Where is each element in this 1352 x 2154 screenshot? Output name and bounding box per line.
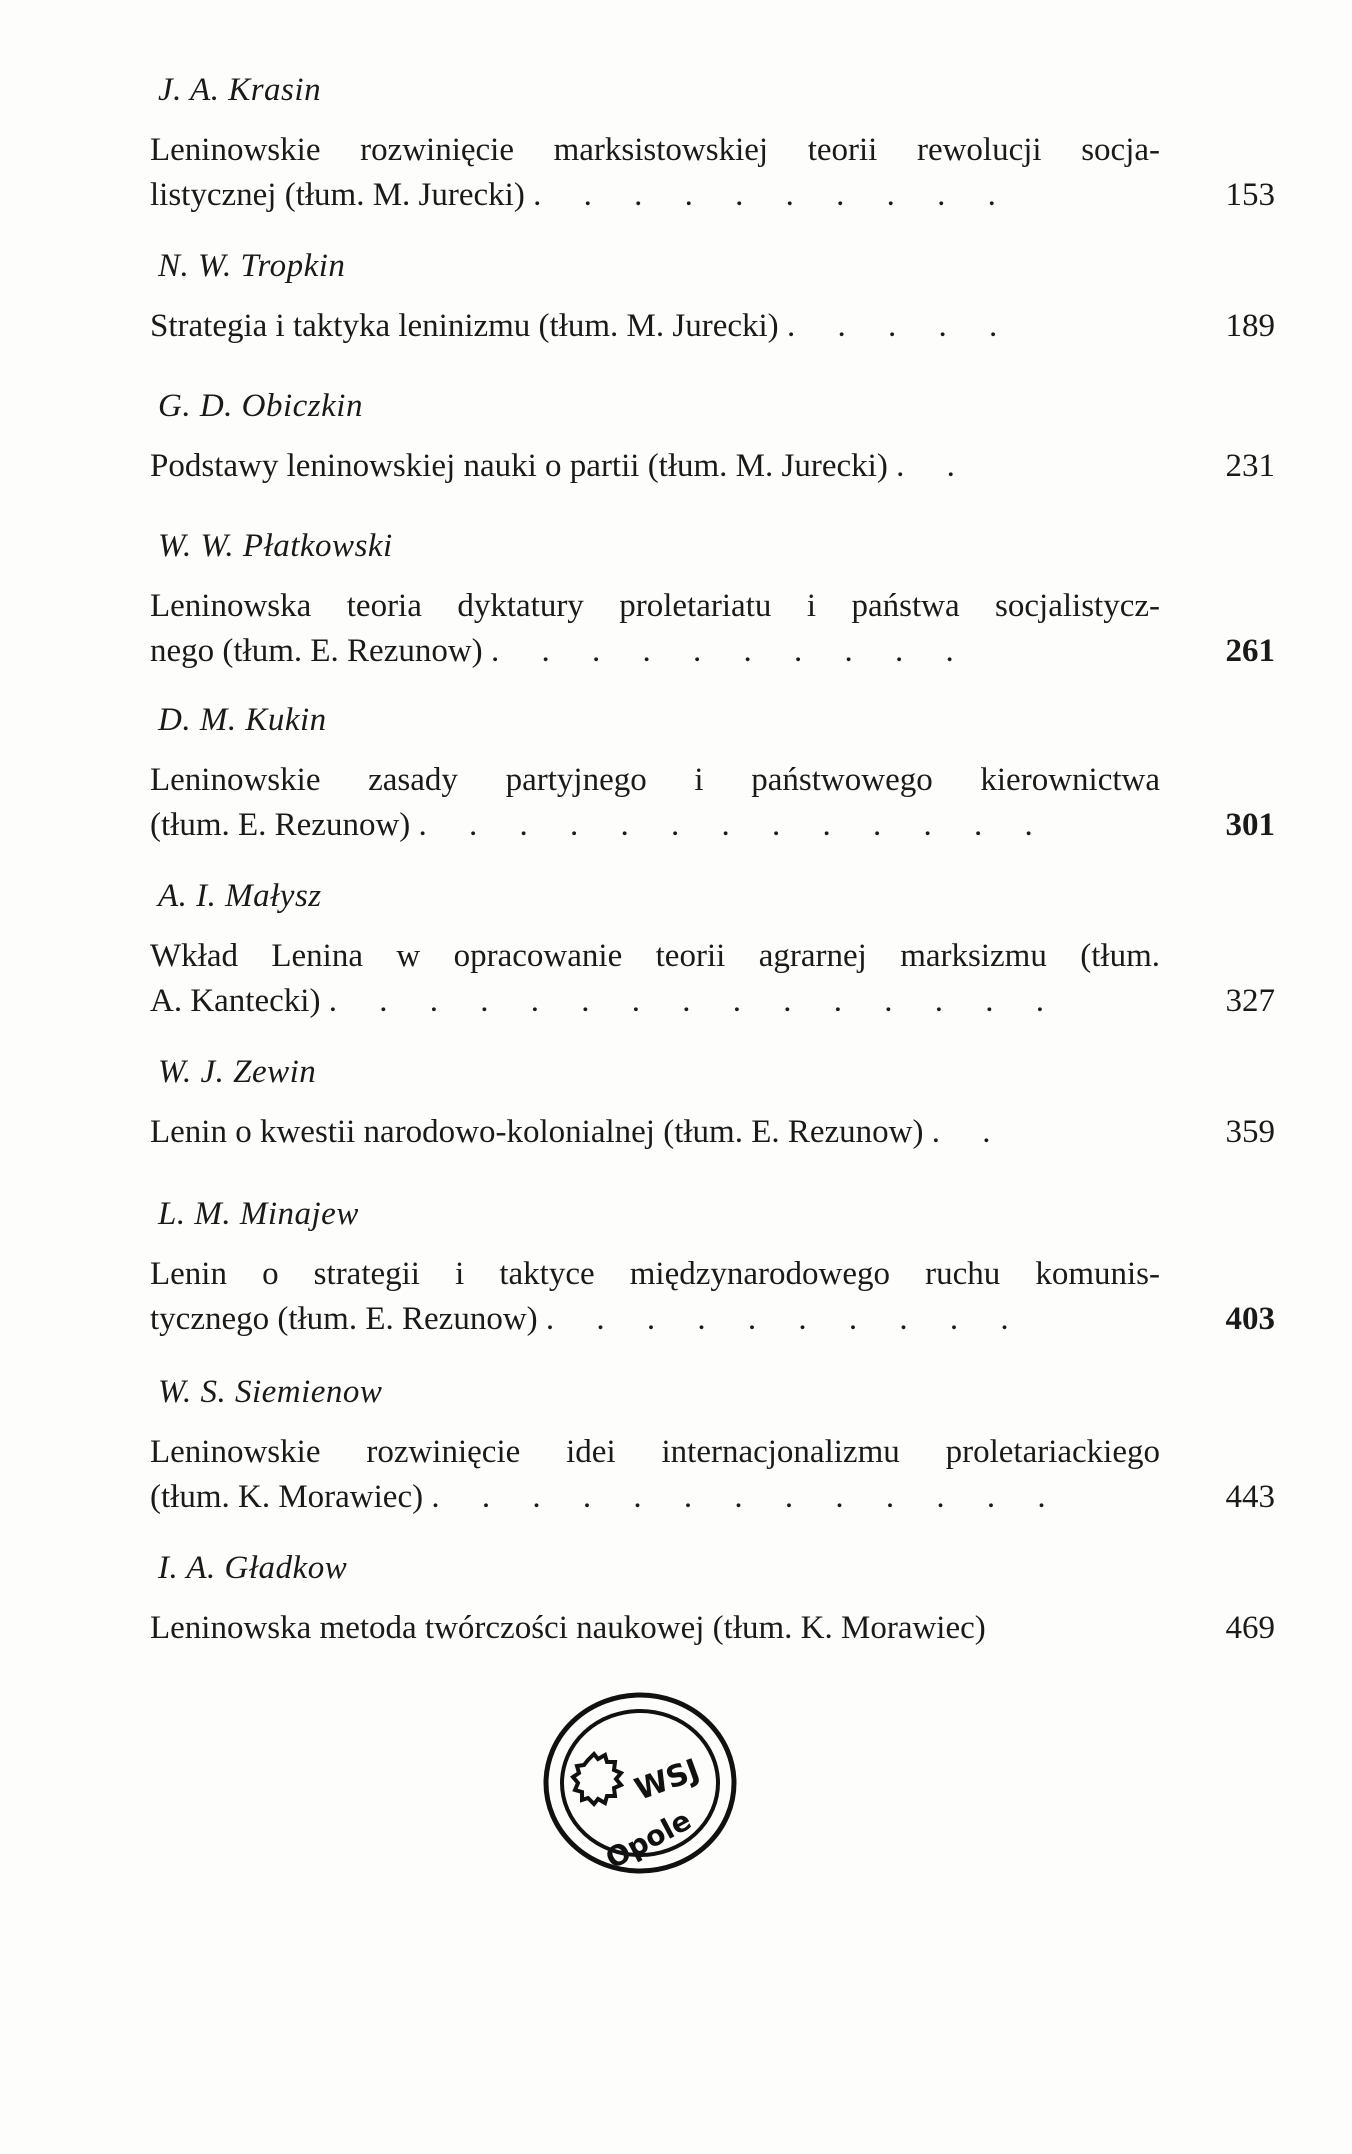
entry-title-line-text: Leninowska metoda twórczości naukowej (tłum. K. Morawiec) xyxy=(150,1610,986,1646)
toc-entry xyxy=(150,1548,1275,1651)
entry-author: A. I. Małysz xyxy=(158,878,322,914)
entry-page-number: 469 xyxy=(1225,1610,1275,1646)
entry-page-number: 327 xyxy=(1225,983,1275,1019)
entry-title-line-text: tycznego (tłum. E. Rezunow) xyxy=(150,1301,538,1337)
entry-title-line xyxy=(150,444,1275,489)
leader-dots: . . . . . . . . . . xyxy=(545,1301,1026,1337)
entry-author: N. W. Tropkin xyxy=(158,248,346,284)
entry-title xyxy=(150,1606,1275,1651)
entry-title xyxy=(150,128,1275,218)
leader-dots: . . . . . . . . . . . . . . . xyxy=(328,983,1061,1019)
toc-entry xyxy=(150,246,1275,349)
entry-title-line-text: Podstawy leninowskiej nauki o partii (tłum. M. Jurecki) xyxy=(150,448,888,484)
leader-dots: . . . . . . . . . . xyxy=(533,177,1013,213)
entry-author: W. J. Zewin xyxy=(158,1054,317,1090)
entry-title xyxy=(150,584,1275,674)
entry-title-line xyxy=(150,979,1275,1024)
entry-title-line xyxy=(150,1297,1275,1342)
entry-title-line: Leninowskie rozwinięcie marksistowskiej teorii rewolucji socja- xyxy=(150,132,1160,168)
entry-title-line-text: listycznej (tłum. M. Jurecki) xyxy=(150,177,525,213)
entry-title-line xyxy=(150,304,1275,349)
entry-title-line xyxy=(150,173,1275,218)
entry-title xyxy=(150,444,1275,489)
entry-title-line-text: Strategia i taktyka leninizmu (tłum. M. Jurecki) xyxy=(150,308,779,344)
entry-author: W. S. Siemienow xyxy=(158,1374,383,1410)
toc-entry xyxy=(150,526,1275,674)
entry-page-number: 231 xyxy=(1225,448,1275,484)
library-stamp xyxy=(540,1688,740,1878)
stamp-text-bottom: Opole xyxy=(600,1803,697,1876)
entry-title xyxy=(150,1430,1275,1520)
entry-page-number: 301 xyxy=(1225,807,1275,843)
toc-entry xyxy=(150,876,1275,1024)
leader-dots: . . . . . . . . . . . . . xyxy=(418,807,1050,843)
entry-title-line-text: (tłum. E. Rezunow) xyxy=(150,807,411,843)
leader-dots: . . . . . xyxy=(786,308,1015,344)
entry-author: I. A. Gładkow xyxy=(158,1550,348,1586)
entry-title xyxy=(150,304,1275,349)
entry-title-line: Lenin o strategii i taktyce międzynarodowego ruchu komunis- xyxy=(150,1256,1160,1292)
toc-entry xyxy=(150,1372,1275,1520)
toc-entry xyxy=(150,700,1275,848)
entry-title-line xyxy=(150,1110,1275,1155)
entry-page-number: 403 xyxy=(1225,1301,1275,1337)
stamp-text-top: WSJ xyxy=(630,1752,705,1808)
entry-title-line-text: A. Kantecki) xyxy=(150,983,321,1019)
entry-title-line-text: nego (tłum. E. Rezunow) xyxy=(150,633,483,669)
toc-entry xyxy=(150,1194,1275,1342)
entry-title-line-text: Lenin o kwestii narodowo-kolonialnej (tłum. E. Rezunow) xyxy=(150,1114,924,1150)
entry-author: W. W. Płatkowski xyxy=(158,528,393,564)
entry-page-number: 359 xyxy=(1225,1114,1275,1150)
entry-page-number: 189 xyxy=(1225,308,1275,344)
entry-author: L. M. Minajew xyxy=(158,1196,359,1232)
toc-entry xyxy=(150,1052,1275,1155)
entry-author: G. D. Obiczkin xyxy=(158,388,363,424)
entry-title-line xyxy=(150,629,1275,674)
entry-author: J. A. Krasin xyxy=(158,72,322,108)
leader-dots: . . xyxy=(896,448,972,484)
toc-entry xyxy=(150,70,1275,218)
entry-title-line: Leninowskie rozwinięcie idei internacjonalizmu proletariackiego xyxy=(150,1434,1160,1470)
entry-page-number: 153 xyxy=(1225,177,1275,213)
gear-icon xyxy=(573,1754,621,1804)
entry-title-line: Wkład Lenina w opracowanie teorii agrarnej marksizmu (tłum. xyxy=(150,938,1160,974)
entry-title-line: Leninowskie zasady partyjnego i państwowego kierownictwa xyxy=(150,762,1160,798)
entry-title xyxy=(150,1110,1275,1155)
entry-title xyxy=(150,934,1275,1024)
entry-title-line-text: (tłum. K. Morawiec) xyxy=(150,1479,424,1515)
leader-dots: . . . . . . . . . . xyxy=(490,633,971,669)
entry-page-number: 443 xyxy=(1225,1479,1275,1515)
entry-title xyxy=(150,1252,1275,1342)
entry-title-line xyxy=(150,1606,1275,1651)
entry-title-line xyxy=(150,1475,1275,1520)
entry-author: D. M. Kukin xyxy=(158,702,327,738)
leader-dots: . . . . . . . . . . . . . xyxy=(431,1479,1063,1515)
leader-dots: . . xyxy=(931,1114,1008,1150)
entry-title-line xyxy=(150,803,1275,848)
entry-page-number: 261 xyxy=(1225,633,1275,669)
toc-entry xyxy=(150,386,1275,489)
entry-title xyxy=(150,758,1275,848)
entry-title-line: Leninowska teoria dyktatury proletariatu i państwa socjalistycz- xyxy=(150,588,1160,624)
